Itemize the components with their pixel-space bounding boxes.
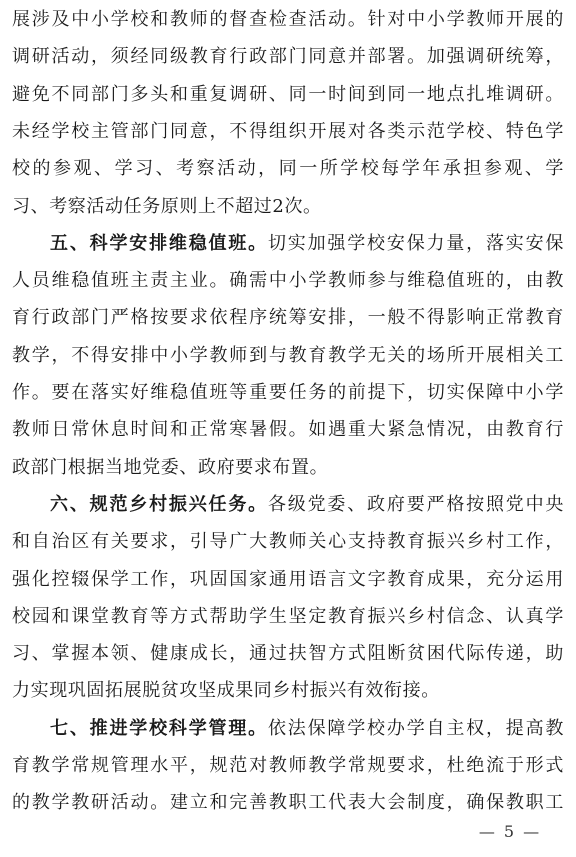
line-text: 未经学校主管部门同意，不得组织开展对各类示范学校、特色学: [12, 120, 564, 142]
paragraph-line: [12, 635, 564, 672]
paragraph-line: [12, 598, 564, 635]
page-number: — 5 —: [478, 822, 542, 841]
line-text: 各级党委、政府要严格按照党中央: [267, 493, 564, 515]
paragraph-line: [12, 1, 564, 38]
paragraph-line: [12, 374, 564, 411]
section-seven-first-line: [50, 710, 564, 747]
line-text: 避免不同部门多头和重复调研、同一时间到同一地点扎堆调研。: [12, 83, 564, 105]
paragraph-line: [12, 411, 564, 448]
section-heading-six: 六、规范乡村振兴任务。: [50, 493, 268, 515]
paragraph-line: [12, 561, 564, 598]
line-text: 切实加强学校安保力量，落实安保: [267, 232, 564, 254]
paragraph-line: [12, 150, 564, 187]
paragraph-line: [12, 113, 564, 150]
paragraph-line: [12, 784, 564, 821]
section-heading-seven: 七、推进学校科学管理。: [50, 717, 268, 739]
line-text: 力实现巩固拓展脱贫攻坚成果同乡村振兴有效衔接。: [12, 680, 440, 702]
paragraph-line: [12, 188, 564, 225]
paragraph-line: [12, 76, 564, 113]
line-text: 育行政部门严格按要求依程序统筹安排，一般不得影响正常教育: [12, 307, 564, 329]
paragraph-line: [12, 747, 564, 784]
line-text: 习、考察活动任务原则上不超过2次。: [12, 195, 322, 217]
line-text: 依法保障学校办学自主权，提高教: [267, 717, 564, 739]
paragraph-line: [12, 672, 564, 709]
line-text: 校园和课堂教育等方式帮助学生坚定教育振兴乡村信念、认真学: [12, 605, 564, 627]
line-text: 校的参观、学习、考察活动，同一所学校每学年承担参观、学: [12, 158, 564, 180]
line-text: 人员维稳值班主责主业。确需中小学教师参与维稳值班的，由教: [12, 270, 564, 292]
paragraph-line: [12, 523, 564, 560]
line-text: 习、掌握本领、健康成长，通过扶智方式阻断贫困代际传递，助: [12, 643, 564, 665]
line-text: 育教学常规管理水平，规范对教师教学常规要求，杜绝流于形式: [12, 755, 564, 776]
line-text: 教师日常休息时间和正常寒暑假。如遇重大紧急情况，由教育行: [12, 419, 564, 441]
line-text: 和自治区有关要求，引导广大教师关心支持教育振兴乡村工作，: [12, 531, 564, 553]
line-text: 的教学教研活动。建立和完善教职工代表大会制度，确保教职工: [12, 792, 564, 814]
line-text: 教学，不得安排中小学教师到与教育教学无关的场所开展相关工: [12, 344, 564, 366]
section-five-first-line: [50, 225, 564, 262]
paragraph-line: [12, 38, 564, 75]
line-text: 作。要在落实好维稳值班等重要任务的前提下，切实保障中小学: [12, 382, 564, 403]
line-text: 政部门根据当地党委、政府要求布置。: [12, 456, 329, 478]
paragraph-line: [12, 337, 564, 374]
paragraph-line: [12, 449, 564, 486]
paragraph-line: [12, 299, 564, 336]
section-six-first-line: [50, 486, 564, 523]
line-text: 展涉及中小学校和教师的督查检查活动。针对中小学教师开展的: [12, 9, 564, 30]
line-text: 调研活动，须经同级教育行政部门同意并部署。加强调研统筹，: [12, 46, 564, 68]
paragraph-line: [12, 262, 564, 299]
line-text: 强化控辍保学工作，巩固国家通用语言文字教育成果，充分运用: [12, 568, 564, 590]
section-heading-five: 五、科学安排维稳值班。: [50, 232, 268, 254]
